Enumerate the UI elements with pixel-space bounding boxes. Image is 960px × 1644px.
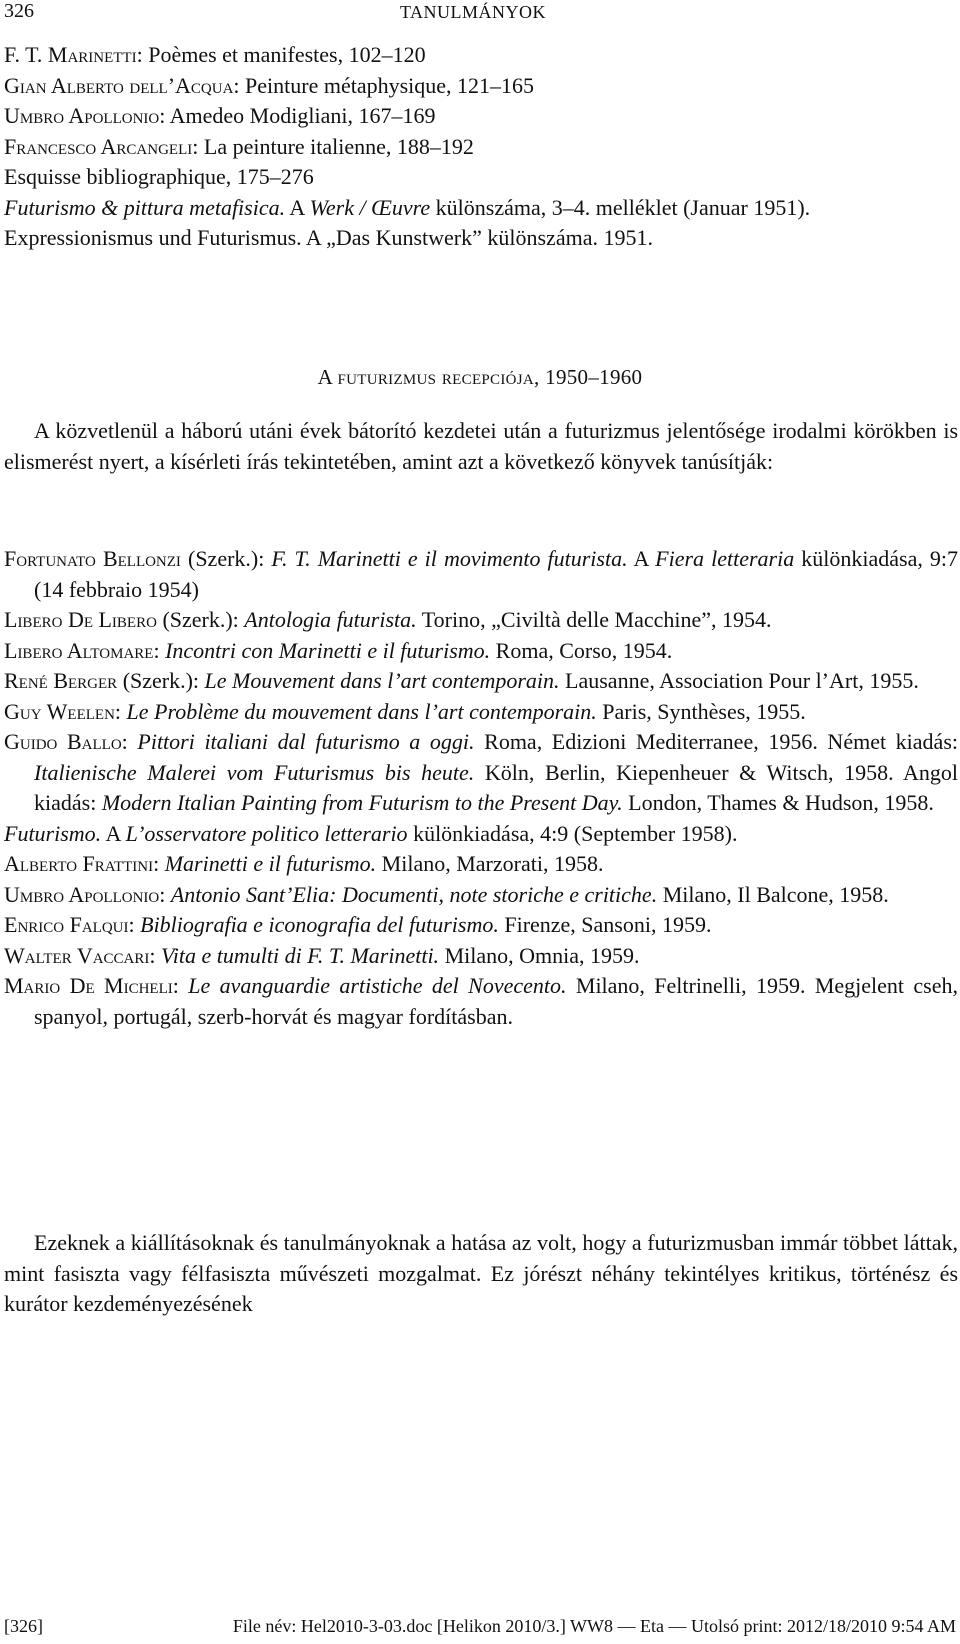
list-item: Expressionismus und Futurismus. A „Das Kunstwerk” különszáma. 1951.: [4, 225, 653, 250]
list-item: Futurismo. A L’osservatore politico letterario különkiadása, 4:9 (September 1958).: [4, 820, 738, 846]
list-item: Futurismo & pittura metafisica. A Werk / Œuvre különszáma, 3–4. melléklet (Januar 1951).: [4, 194, 811, 220]
list-item: Guido Ballo: Pittori italiani dal futurismo a oggi. Roma, Edizioni Mediterranee, 1956. Német kiadás: Italienische Malerei vom Futurismus bis heute. Köln, Berlin, Kiepenheuer & Witsch, 1958. Angol kiadás: Modern Italian Painting from Futurism to the Present Day. London, Thames & Hudson, 1958.: [4, 729, 958, 815]
running-head: [0, 0, 960, 26]
list-item: F. T. Marinetti: Poèmes et manifestes, 102–120: [4, 42, 426, 67]
list-item: René Berger (Szerk.): Le Mouvement dans l’art contemporain. Lausanne, Association Pour l’Art, 1955.: [4, 668, 919, 693]
intro-paragraph: A közvetlenül a háború utáni évek bátorító kezdetei után a futurizmus jelentősége irodalmi körökben is elismerést nyert, a kísérleti írás tekintetében, amint azt a következő könyvek tanúsítják:: [4, 418, 958, 474]
list-item: Fortunato Bellonzi (Szerk.): F. T. Marinetti e il movimento futurista. A Fiera letteraria különkiadása, 9:7 (14 febbraio 1954): [4, 546, 958, 602]
list-item: Libero Altomare: Incontri con Marinetti e il futurismo. Roma, Corso, 1954.: [4, 637, 673, 663]
section-title: A futurizmus recepciója, 1950–1960: [317, 365, 643, 389]
footer-page-number: [326]: [4, 1616, 43, 1636]
list-item: Libero De Libero (Szerk.): Antologia futurista. Torino, „Civiltà delle Macchine”, 1954.: [4, 607, 772, 632]
closing-paragraph: Ezeknek a kiállításoknak és tanulmányoknak a hatása az volt, hogy a futurizmusban immár többet láttak, mint fasiszta vagy félfasiszta művészeti mozgalmat. Ez jórészt néhány tekintélyes kritikus, történész és kurátor kezdeményezésének: [4, 1230, 958, 1316]
list-item: Walter Vaccari: Vita e tumulti di F. T. Marinetti. Milano, Omnia, 1959.: [4, 942, 640, 968]
section-header: TANULMÁNYOK: [400, 2, 547, 22]
footer-file-info: File név: Hel2010-3-03.doc [Helikon 2010/3.] WW8 — Eta — Utolsó print: 2012/18/2010 9:54 AM: [232, 1616, 956, 1636]
page-number: 326: [4, 0, 34, 22]
bibliography-list-a: [4, 40, 958, 254]
list-item: Umbro Apollonio: Antonio Sant’Elia: Documenti, note storiche e critiche. Milano, Il Balcone, 1958.: [4, 881, 889, 907]
bibliography-list-b: [4, 544, 958, 1032]
list-item: Umbro Apollonio: Amedeo Modigliani, 167–169: [4, 103, 436, 128]
list-item: Alberto Frattini: Marinetti e il futurismo. Milano, Marzorati, 1958.: [4, 851, 604, 876]
list-item: Guy Weelen: Le Problème du mouvement dans l’art contemporain. Paris, Synthèses, 1955.: [4, 698, 806, 724]
page-footer: [0, 1616, 960, 1640]
list-item: Mario De Micheli: Le avanguardie artistiche del Novecento. Milano, Feltrinelli, 1959. Megjelent cseh, spanyol, portugál, szerb-horvát és magyar fordításban.: [4, 973, 958, 1029]
list-item: Gian Alberto dell’Acqua: Peinture métaphysique, 121–165: [4, 72, 535, 98]
list-item: Francesco Arcangeli: La peinture italienne, 188–192: [4, 133, 474, 159]
list-item: Enrico Falqui: Bibliografia e iconografia del futurismo. Firenze, Sansoni, 1959.: [4, 912, 712, 937]
list-item: Esquisse bibliographique, 175–276: [4, 164, 314, 189]
